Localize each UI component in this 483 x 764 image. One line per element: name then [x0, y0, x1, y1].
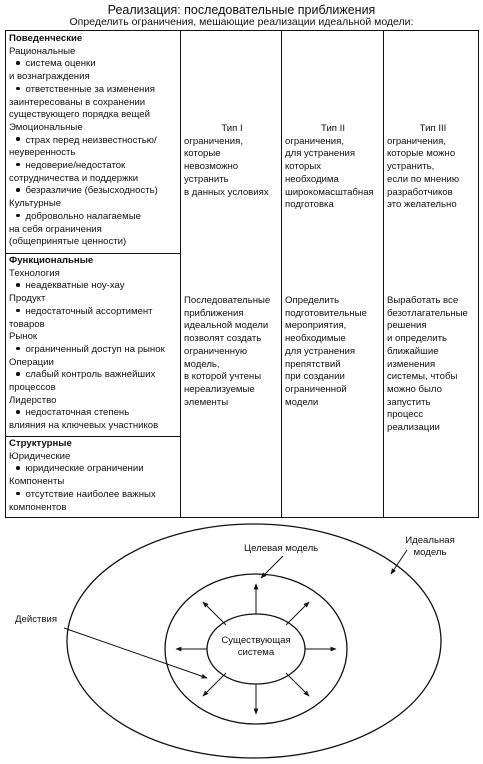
type-desc-line: для устранения [285, 148, 356, 160]
action-line: изменения [387, 358, 436, 370]
ideal-model-label-line: модель [413, 547, 447, 558]
action-line: идеальной модели [184, 320, 269, 332]
page-subtitle: Определить ограничения, мешающие реализации идеальной модели: [69, 16, 414, 28]
list-item: недоверие/недостаток [25, 160, 126, 172]
list-item: отсутствие наиболее важных [25, 488, 156, 500]
type-desc-line: ограничения, [285, 135, 345, 147]
type-1-title: Тип I [221, 123, 243, 134]
type-desc-line: подготовка [285, 199, 334, 211]
type-desc-line: устранить, [387, 161, 435, 173]
action-line: необходимые [285, 333, 346, 345]
action-line: безотлагательные [387, 307, 468, 319]
bullet-icon [16, 188, 20, 192]
arrow-down-left [203, 673, 226, 696]
page-title: Реализация: последовательные приближения [107, 3, 376, 17]
actions-label: Действия [15, 614, 58, 625]
list-item: слабый контроль важнейших [25, 369, 156, 381]
product-label: Продукт [9, 293, 46, 305]
bullet-icon [16, 87, 20, 91]
market-label: Рынок [9, 331, 38, 343]
list-item: система оценки [25, 58, 96, 70]
list-item-continuation: процессов [9, 382, 56, 394]
list-item-continuation: товаров [9, 318, 45, 330]
technology-label: Технология [9, 267, 60, 279]
list-item-continuation: компонентов [9, 501, 67, 513]
action-line: процесс [387, 409, 424, 421]
list-item: недостаточный ассортимент [25, 305, 153, 317]
type-2-title: Тип II [321, 123, 345, 134]
action-line: реализации [387, 422, 440, 434]
bullet-icon [16, 283, 20, 287]
type-desc-line: в данных условиях [184, 186, 269, 198]
bullet-icon [16, 492, 20, 496]
behavioral-constraints [9, 33, 179, 249]
type-desc-line: ограничения, [184, 135, 244, 147]
rational-label: Рациональные [9, 45, 76, 57]
type-desc-line: необходима [285, 173, 339, 185]
current-system-label-line: Существующая [221, 635, 291, 646]
action-line: модели [285, 396, 319, 408]
list-item: ограниченный доступ на рынок [25, 343, 165, 355]
type-3-description [387, 123, 479, 212]
list-item-continuation: влияния на ключевых участников [9, 420, 159, 432]
list-item-continuation: сотрудничества и поддержки [9, 172, 139, 184]
column-divider [383, 31, 384, 517]
action-line: Выработать все [387, 295, 459, 306]
list-item-continuation: неуверенность [9, 147, 76, 159]
action-line: запустить [387, 396, 431, 408]
list-item-continuation: существующего порядка вещей [9, 109, 150, 121]
action-line: ограниченной [285, 383, 347, 395]
operations-label: Операции [9, 356, 54, 368]
action-line: препятствий [285, 358, 341, 370]
list-item: страх перед неизвестностью/ [25, 134, 157, 146]
column-divider [180, 31, 181, 517]
current-system-label [207, 635, 305, 659]
type-3-title: Тип III [419, 123, 447, 134]
action-line: элементы [184, 396, 229, 408]
list-item: юридические ограничении [25, 463, 144, 475]
type-desc-line: которые можно [387, 148, 456, 160]
arrow-up-left [203, 602, 226, 625]
bullet-icon [16, 309, 20, 313]
list-item-continuation: на себя ограничения [9, 223, 102, 235]
type-desc-line: ограничения, [387, 135, 447, 147]
type-desc-line: разработчиков [387, 186, 453, 198]
bullet-icon [16, 372, 20, 376]
type-desc-line: если по мнению [387, 173, 460, 185]
type-desc-line: это желательно [387, 199, 457, 211]
action-line: при создании [285, 371, 345, 383]
type-desc-line: которые [184, 148, 221, 160]
structural-constraints [9, 438, 179, 514]
type-desc-line: устранить [184, 173, 229, 185]
emotional-label: Эмоциональные [9, 121, 83, 133]
list-item: ответственные за изменения [25, 83, 155, 95]
action-line: и определить [387, 333, 447, 345]
action-line: подготовительные [285, 307, 367, 319]
bullet-icon [16, 347, 20, 351]
action-line: системы, чтобы [387, 371, 458, 383]
bullet-icon [16, 61, 20, 65]
behavioral-heading: Поведенческие [9, 33, 83, 44]
list-item: безразличие (безысходность) [25, 185, 158, 197]
current-system-label-line: система [237, 647, 275, 658]
bullet-icon [16, 214, 20, 218]
bullet-icon [16, 163, 20, 167]
list-item: добровольно налагаемые [25, 210, 141, 222]
functional-heading: Функциональные [9, 255, 94, 266]
type-2-action [285, 295, 381, 409]
action-line: Последовательные [184, 295, 271, 306]
action-line: можно было [387, 383, 442, 395]
actions-pointer [64, 628, 207, 678]
leadership-label: Лидерство [9, 394, 57, 406]
bullet-icon [16, 466, 20, 470]
action-line: приближения [184, 307, 244, 319]
constraints-table [5, 30, 479, 518]
action-line: ближайшие [387, 345, 439, 357]
legal-label: Юридические [9, 450, 71, 462]
type-2-description [285, 123, 381, 212]
action-line: решения [387, 320, 427, 332]
functional-constraints [9, 255, 179, 433]
target-model-label: Целевая модель [244, 543, 319, 554]
list-item: недостаточная степень [25, 407, 130, 419]
list-item: неадекватные ноу-хау [25, 280, 125, 292]
ideal-model-label-line: Идеальная [405, 535, 455, 546]
action-line: позволят создать [184, 333, 262, 345]
arrow-down-right [286, 673, 309, 696]
list-item-continuation: заинтересованы в сохранении [9, 96, 146, 108]
action-line: нереализуемые [184, 383, 255, 395]
components-label: Компоненты [9, 476, 65, 488]
action-line: в которой учтены [184, 371, 262, 383]
action-line: ограниченную [184, 345, 248, 357]
type-desc-line: невозможно [184, 161, 239, 173]
action-line: Определить [285, 295, 340, 306]
bullet-icon [16, 410, 20, 414]
row-divider [6, 436, 180, 437]
list-item-continuation: (общепринятые ценности) [9, 236, 127, 248]
arrow-up-right [286, 602, 309, 625]
structural-heading: Структурные [9, 438, 72, 449]
bullet-icon [16, 137, 20, 141]
action-line: мероприятия, [285, 320, 347, 332]
type-3-action [387, 295, 479, 435]
type-desc-line: которых [285, 161, 322, 173]
ideal-model-label [400, 535, 460, 559]
type-1-action [184, 295, 280, 409]
action-line: для устранения [285, 345, 356, 357]
cultural-label: Культурные [9, 198, 62, 210]
column-divider [281, 31, 282, 517]
type-desc-line: широкомасштабная [285, 186, 374, 198]
row-divider [6, 253, 180, 254]
type-1-description [184, 123, 280, 199]
list-item-continuation: и вознаграждения [9, 71, 90, 83]
action-line: модель, [184, 358, 220, 370]
